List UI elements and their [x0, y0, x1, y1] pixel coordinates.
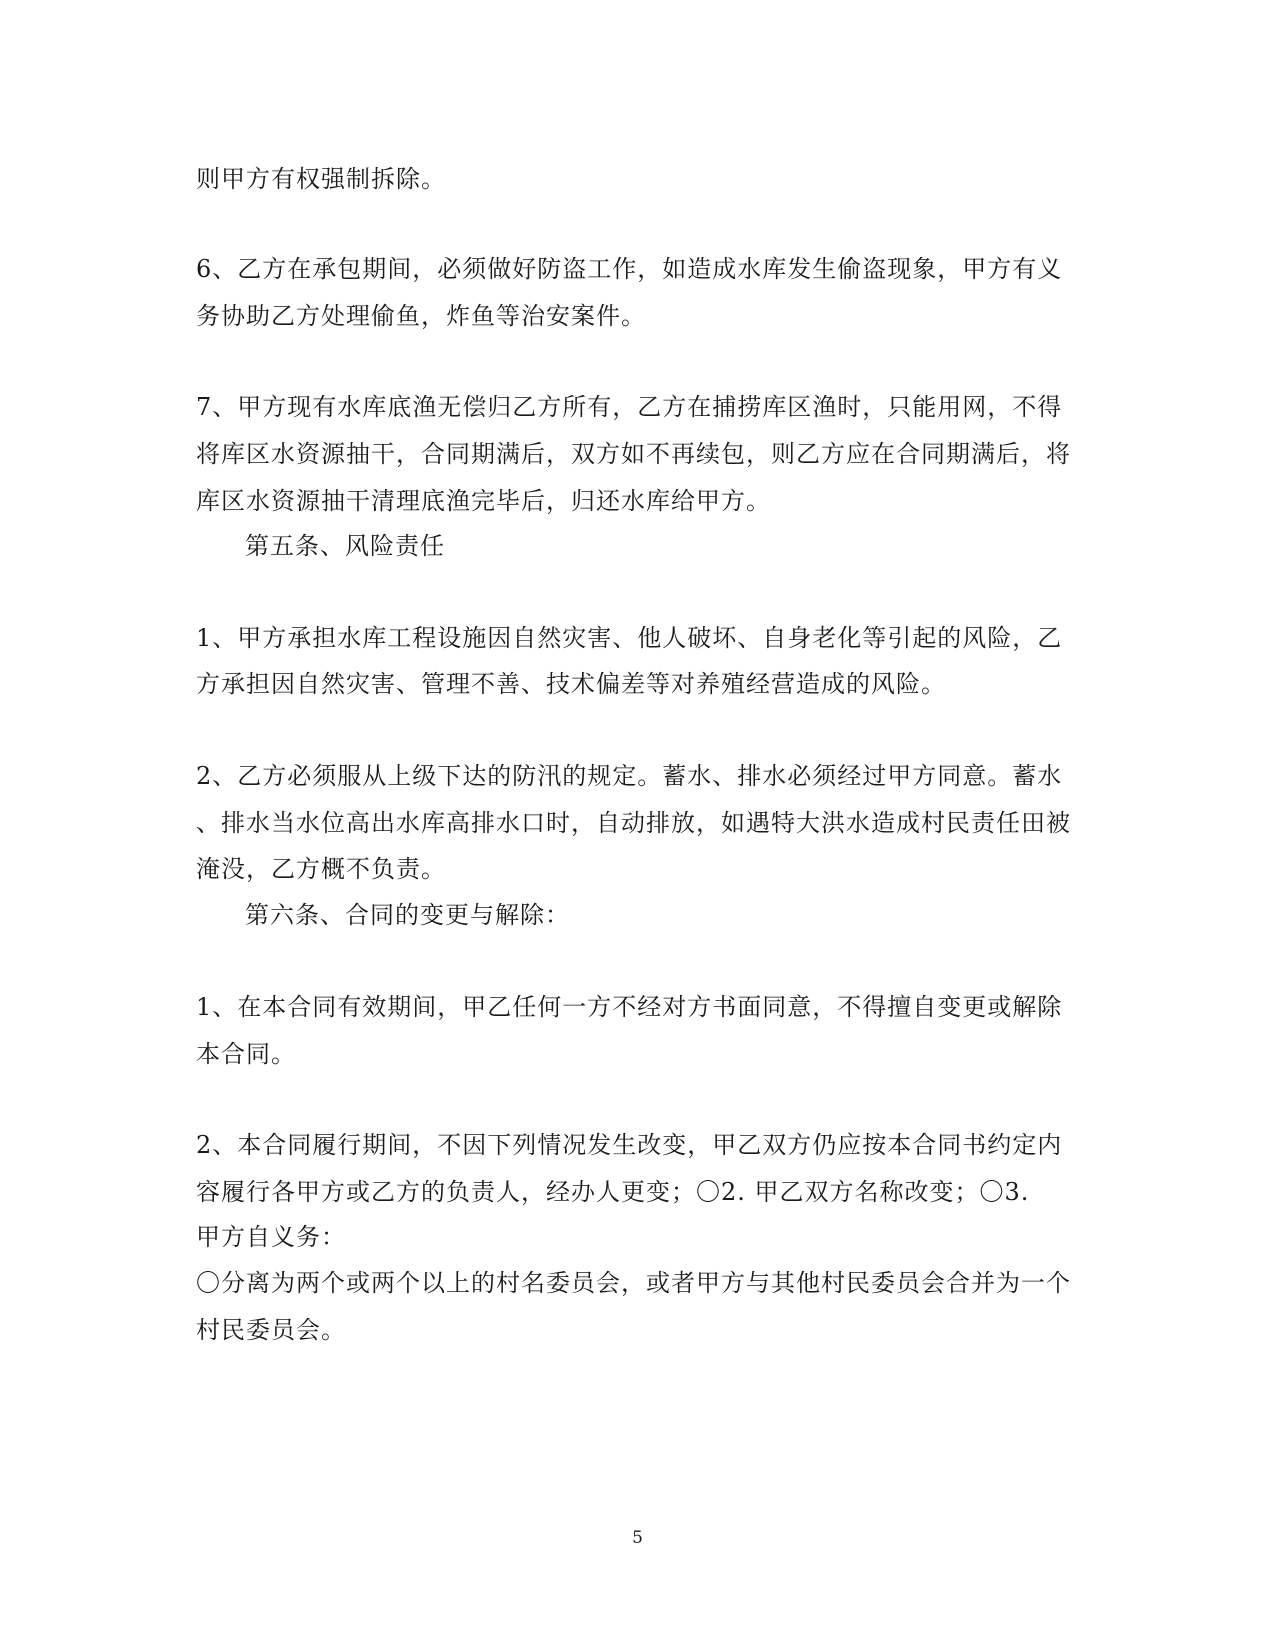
page-number: 5: [632, 1528, 643, 1548]
text-line: 将库区水资源抽干，合同期满后，双方如不再续包，则乙方应在合同期满后，将: [196, 440, 1071, 468]
text-line: 2、乙方必须服从上级下达的防汛的规定。蓄水、排水必须经过甲方同意。蓄水: [196, 762, 1063, 790]
text-line: 2、本合同履行期间，不因下列情况发生改变，甲乙双方仍应按本合同书约定内: [196, 1131, 1063, 1159]
text-line: 务协助乙方处理偷鱼，炸鱼等治安案件。: [196, 302, 646, 330]
text-line: 1、在本合同有效期间，甲乙任何一方不经对方书面同意，不得擅自变更或解除: [196, 993, 1063, 1021]
text-line: 1、甲方承担水库工程设施因自然灾害、他人破坏、自身老化等引起的风险，乙: [196, 624, 1063, 652]
text-line: 本合同。: [196, 1040, 296, 1068]
text-line: 7、甲方现有水库底渔无偿归乙方所有，乙方在捕捞库区渔时，只能用网，不得: [196, 393, 1063, 421]
text-line: 容履行各甲方或乙方的负责人，经办人更变；〇2. 甲乙双方名称改变；〇3.: [196, 1178, 1030, 1206]
text-line: 库区水资源抽干清理底渔完毕后，归还水库给甲方。: [196, 487, 771, 515]
text-line: 6、乙方在承包期间，必须做好防盗工作，如造成水库发生偷盗现象，甲方有义: [196, 255, 1063, 283]
section-heading: 第五条、风险责任: [245, 532, 445, 560]
text-line: 淹没，乙方概不负责。: [196, 855, 446, 883]
text-line: 则甲方有权强制拆除。: [196, 165, 446, 193]
text-line: 甲方自义务：: [196, 1223, 346, 1251]
text-line: 村民委员会。: [196, 1316, 346, 1344]
text-line: 〇分离为两个或两个以上的村名委员会，或者甲方与其他村民委员会合并为一个: [196, 1269, 1071, 1297]
section-heading: 第六条、合同的变更与解除：: [245, 901, 570, 929]
text-line: 、排水当水位高出水库高排水口时，自动排放，如遇特大洪水造成村民责任田被: [196, 809, 1071, 837]
text-line: 方承担因自然灾害、管理不善、技术偏差等对养殖经营造成的风险。: [196, 670, 946, 698]
